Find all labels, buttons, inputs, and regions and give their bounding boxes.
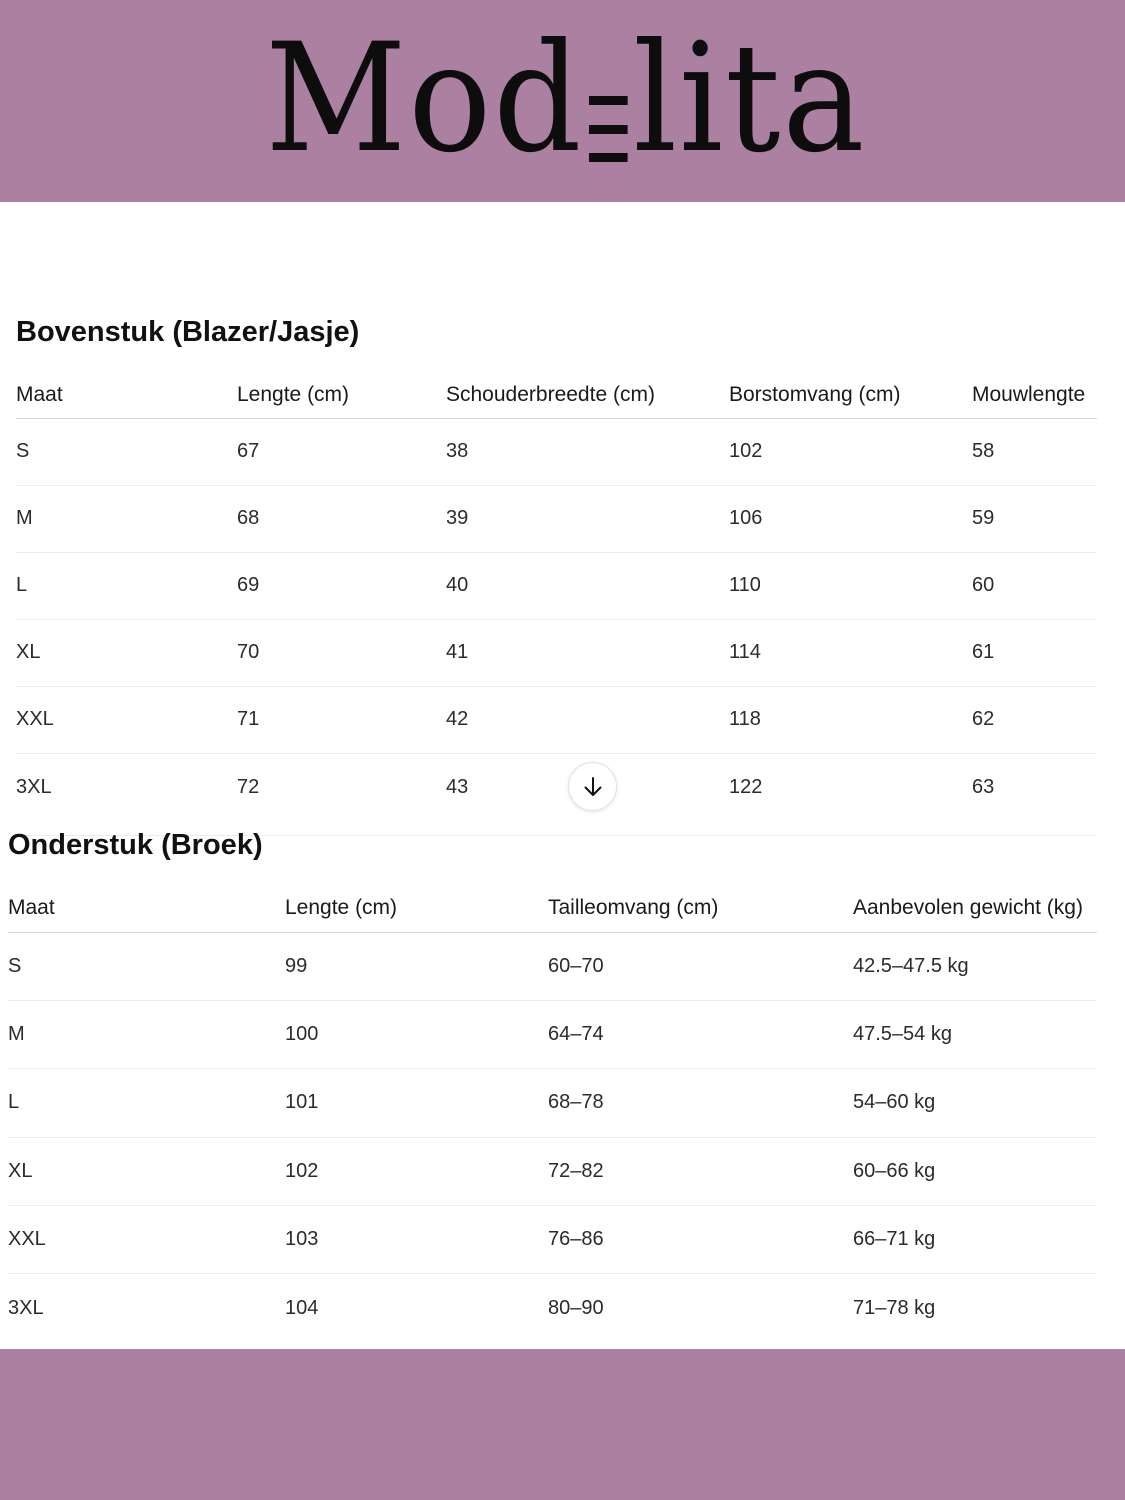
length-cell: 67 bbox=[237, 418, 446, 485]
table-header-row bbox=[16, 372, 1097, 418]
logo-text-left: Mod bbox=[264, 12, 584, 186]
waist-cell: 80–90 bbox=[548, 1296, 604, 1319]
header-banner bbox=[0, 0, 1125, 202]
column-header: Aanbevolen gewicht (kg) bbox=[853, 885, 1097, 932]
length-cell: 102 bbox=[285, 1137, 548, 1205]
length-cell: 70 bbox=[237, 619, 446, 686]
length-cell: 72 bbox=[237, 753, 446, 835]
chest-cell: 106 bbox=[729, 485, 972, 552]
chest-cell: 114 bbox=[729, 619, 972, 686]
shoulder-cell: 42 bbox=[446, 686, 729, 753]
size-cell: M bbox=[8, 1000, 285, 1068]
table-row bbox=[8, 1000, 1097, 1068]
waist-cell: 68–78 bbox=[548, 1069, 853, 1137]
waist-cell: 76–86 bbox=[548, 1206, 853, 1274]
table-row bbox=[16, 686, 1097, 753]
column-header: Schouderbreedte (cm) bbox=[446, 372, 729, 418]
sleeve-cell: 60 bbox=[972, 552, 1097, 619]
length-cell: 104 bbox=[285, 1296, 319, 1319]
weight-cell: 71–78 kg bbox=[853, 1296, 936, 1319]
chest-cell: 122 bbox=[729, 753, 972, 835]
table-row bbox=[16, 418, 1097, 485]
length-cell: 99 bbox=[285, 932, 548, 1000]
bottom-section-title: Onderstuk (Broek) bbox=[8, 829, 263, 861]
arrow-down-icon bbox=[581, 775, 605, 799]
size-cell: L bbox=[16, 552, 237, 619]
column-header: Maat bbox=[16, 372, 237, 418]
table-row bbox=[8, 1274, 1097, 1342]
column-header: Borstomvang (cm) bbox=[729, 372, 972, 418]
weight-cell: 47.5–54 kg bbox=[853, 1000, 1097, 1068]
size-cell: 3XL bbox=[8, 1296, 44, 1319]
shoulder-cell: 43 bbox=[446, 753, 729, 835]
shoulder-cell: 41 bbox=[446, 619, 729, 686]
table-header-row bbox=[8, 885, 1097, 932]
table-row bbox=[16, 485, 1097, 552]
shoulder-cell: 40 bbox=[446, 552, 729, 619]
logo-e-glyph bbox=[589, 96, 628, 162]
column-header: Lengte (cm) bbox=[285, 885, 548, 932]
table-row bbox=[16, 552, 1097, 619]
length-cell: 69 bbox=[237, 552, 446, 619]
size-cell: XL bbox=[8, 1137, 285, 1205]
brand-logo[interactable] bbox=[264, 12, 867, 186]
logo-text-right: lita bbox=[632, 12, 867, 186]
table-row bbox=[8, 1206, 1097, 1274]
weight-cell: 66–71 kg bbox=[853, 1206, 1097, 1274]
size-cell: L bbox=[8, 1069, 285, 1137]
length-cell: 68 bbox=[237, 485, 446, 552]
column-header: Mouwlengte bbox=[972, 372, 1097, 418]
shoulder-cell: 39 bbox=[446, 485, 729, 552]
table-row bbox=[8, 1137, 1097, 1205]
scroll-down-button[interactable] bbox=[568, 762, 617, 811]
waist-cell: 60–70 bbox=[548, 932, 853, 1000]
top-section-title: Bovenstuk (Blazer/Jasje) bbox=[16, 316, 360, 348]
waist-cell: 72–82 bbox=[548, 1137, 853, 1205]
length-cell: 100 bbox=[285, 1000, 548, 1068]
shoulder-cell: 38 bbox=[446, 418, 729, 485]
chest-cell: 110 bbox=[729, 552, 972, 619]
size-cell: XL bbox=[16, 619, 237, 686]
length-cell: 71 bbox=[237, 686, 446, 753]
column-header: Maat bbox=[8, 885, 285, 932]
length-cell: 101 bbox=[285, 1069, 548, 1137]
weight-cell: 60–66 kg bbox=[853, 1137, 1097, 1205]
blazer-size-table bbox=[16, 372, 1097, 836]
sleeve-cell: 63 bbox=[972, 753, 1097, 835]
footer-banner bbox=[0, 1349, 1125, 1500]
column-header: Lengte (cm) bbox=[237, 372, 446, 418]
weight-cell: 42.5–47.5 kg bbox=[853, 932, 1097, 1000]
chest-cell: 102 bbox=[729, 418, 972, 485]
sleeve-cell: 59 bbox=[972, 485, 1097, 552]
table-row bbox=[16, 619, 1097, 686]
table-row bbox=[8, 1069, 1097, 1137]
size-cell: S bbox=[16, 418, 237, 485]
waist-cell: 64–74 bbox=[548, 1000, 853, 1068]
trousers-size-table bbox=[8, 885, 1097, 1342]
size-cell: XXL bbox=[16, 686, 237, 753]
size-cell: XXL bbox=[8, 1206, 285, 1274]
sleeve-cell: 58 bbox=[972, 418, 1097, 485]
column-header: Tailleomvang (cm) bbox=[548, 885, 853, 932]
size-cell: M bbox=[16, 485, 237, 552]
chest-cell: 118 bbox=[729, 686, 972, 753]
sleeve-cell: 62 bbox=[972, 686, 1097, 753]
table-row bbox=[16, 753, 1097, 835]
sleeve-cell: 61 bbox=[972, 619, 1097, 686]
size-cell: S bbox=[8, 932, 285, 1000]
length-cell: 103 bbox=[285, 1206, 548, 1274]
weight-cell: 54–60 kg bbox=[853, 1069, 1097, 1137]
table-row bbox=[8, 932, 1097, 1000]
size-cell: 3XL bbox=[16, 753, 237, 835]
